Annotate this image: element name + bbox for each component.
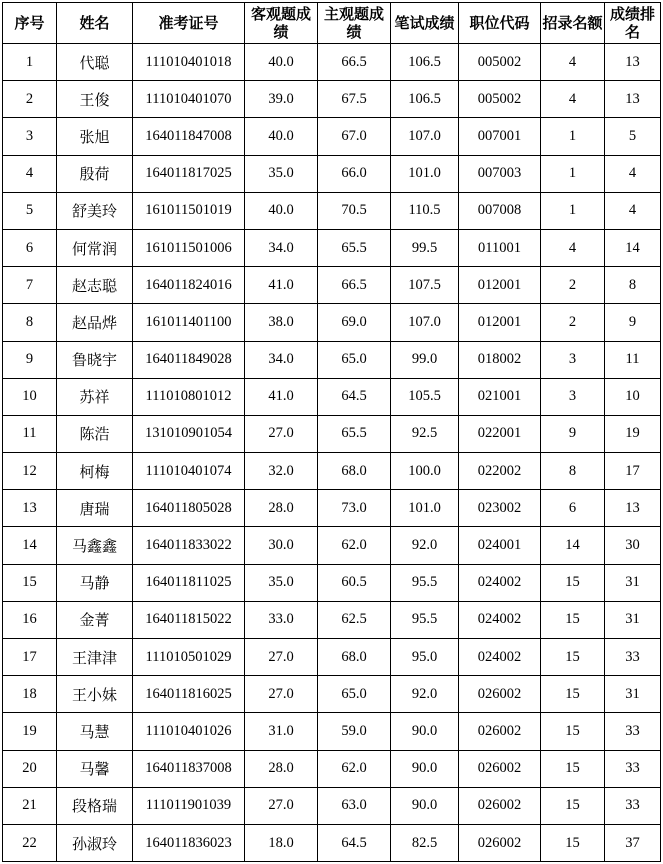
- cell-index: 13: [3, 490, 57, 527]
- cell-objective-score: 35.0: [245, 155, 318, 192]
- cell-written-score: 101.0: [391, 155, 459, 192]
- table-row: [3, 44, 661, 81]
- cell-rank: 4: [605, 192, 661, 229]
- cell-exam-id: 131010901054: [133, 415, 245, 452]
- cell-index: 2: [3, 81, 57, 118]
- cell-written-score: 95.5: [391, 564, 459, 601]
- cell-index: 6: [3, 229, 57, 266]
- cell-position-code: 007001: [459, 118, 541, 155]
- cell-objective-score: 30.0: [245, 527, 318, 564]
- cell-written-score: 95.0: [391, 639, 459, 676]
- cell-subjective-score: 63.0: [318, 787, 391, 824]
- cell-name: 马馨: [57, 750, 133, 787]
- cell-subjective-score: 67.5: [318, 81, 391, 118]
- cell-quota: 15: [541, 601, 605, 638]
- cell-exam-id: 164011815022: [133, 601, 245, 638]
- cell-index: 12: [3, 453, 57, 490]
- table-row: [3, 824, 661, 861]
- cell-written-score: 92.5: [391, 415, 459, 452]
- table-row: [3, 639, 661, 676]
- cell-index: 18: [3, 676, 57, 713]
- table-row: [3, 564, 661, 601]
- cell-quota: 1: [541, 118, 605, 155]
- cell-rank: 31: [605, 564, 661, 601]
- table-row: [3, 453, 661, 490]
- cell-rank: 14: [605, 229, 661, 266]
- cell-name: 段格瑞: [57, 787, 133, 824]
- cell-name: 孙淑玲: [57, 824, 133, 861]
- cell-exam-id: 164011836023: [133, 824, 245, 861]
- cell-rank: 31: [605, 601, 661, 638]
- cell-exam-id: 111010401070: [133, 81, 245, 118]
- cell-written-score: 105.5: [391, 378, 459, 415]
- cell-index: 11: [3, 415, 57, 452]
- cell-exam-id: 111010801012: [133, 378, 245, 415]
- cell-rank: 33: [605, 639, 661, 676]
- cell-position-code: 024002: [459, 564, 541, 601]
- cell-position-code: 005002: [459, 81, 541, 118]
- cell-name: 苏祥: [57, 378, 133, 415]
- table-row: [3, 490, 661, 527]
- cell-index: 1: [3, 44, 57, 81]
- cell-exam-id: 161011501019: [133, 192, 245, 229]
- cell-written-score: 107.0: [391, 304, 459, 341]
- cell-rank: 8: [605, 267, 661, 304]
- cell-subjective-score: 62.0: [318, 750, 391, 787]
- cell-subjective-score: 59.0: [318, 713, 391, 750]
- cell-exam-id: 164011837008: [133, 750, 245, 787]
- cell-index: 20: [3, 750, 57, 787]
- cell-subjective-score: 70.5: [318, 192, 391, 229]
- table-row: [3, 676, 661, 713]
- cell-position-code: 026002: [459, 824, 541, 861]
- cell-written-score: 106.5: [391, 44, 459, 81]
- cell-exam-id: 111010401026: [133, 713, 245, 750]
- cell-objective-score: 40.0: [245, 118, 318, 155]
- cell-index: 7: [3, 267, 57, 304]
- cell-index: 21: [3, 787, 57, 824]
- cell-position-code: 007003: [459, 155, 541, 192]
- cell-name: 金菁: [57, 601, 133, 638]
- cell-position-code: 011001: [459, 229, 541, 266]
- cell-name: 赵品烨: [57, 304, 133, 341]
- cell-exam-id: 164011849028: [133, 341, 245, 378]
- header-index: 序号: [3, 3, 57, 44]
- cell-objective-score: 39.0: [245, 81, 318, 118]
- table-row: [3, 118, 661, 155]
- cell-quota: 15: [541, 713, 605, 750]
- cell-index: 17: [3, 639, 57, 676]
- cell-objective-score: 38.0: [245, 304, 318, 341]
- cell-name: 赵志聪: [57, 267, 133, 304]
- score-table: [2, 2, 661, 862]
- cell-written-score: 90.0: [391, 787, 459, 824]
- cell-subjective-score: 68.0: [318, 453, 391, 490]
- table-row: [3, 267, 661, 304]
- cell-written-score: 101.0: [391, 490, 459, 527]
- cell-subjective-score: 65.5: [318, 415, 391, 452]
- cell-index: 5: [3, 192, 57, 229]
- cell-position-code: 024002: [459, 601, 541, 638]
- cell-name: 唐瑞: [57, 490, 133, 527]
- cell-name: 何常润: [57, 229, 133, 266]
- cell-objective-score: 27.0: [245, 676, 318, 713]
- cell-written-score: 99.5: [391, 229, 459, 266]
- cell-position-code: 026002: [459, 713, 541, 750]
- header-position-code: 职位代码: [459, 3, 541, 44]
- cell-name: 马鑫鑫: [57, 527, 133, 564]
- cell-objective-score: 34.0: [245, 229, 318, 266]
- cell-written-score: 90.0: [391, 713, 459, 750]
- header-row: [3, 3, 661, 44]
- header-quota: 招录名额: [541, 3, 605, 44]
- table-row: [3, 341, 661, 378]
- table-row: [3, 229, 661, 266]
- cell-rank: 11: [605, 341, 661, 378]
- cell-objective-score: 28.0: [245, 490, 318, 527]
- cell-index: 14: [3, 527, 57, 564]
- table-row: [3, 787, 661, 824]
- cell-position-code: 026002: [459, 787, 541, 824]
- cell-name: 马静: [57, 564, 133, 601]
- cell-objective-score: 40.0: [245, 192, 318, 229]
- cell-quota: 8: [541, 453, 605, 490]
- cell-quota: 15: [541, 824, 605, 861]
- cell-exam-id: 164011833022: [133, 527, 245, 564]
- cell-quota: 1: [541, 192, 605, 229]
- cell-position-code: 022001: [459, 415, 541, 452]
- cell-subjective-score: 66.5: [318, 44, 391, 81]
- cell-rank: 17: [605, 453, 661, 490]
- cell-exam-id: 164011847008: [133, 118, 245, 155]
- cell-rank: 30: [605, 527, 661, 564]
- cell-name: 殷荷: [57, 155, 133, 192]
- cell-subjective-score: 69.0: [318, 304, 391, 341]
- cell-quota: 3: [541, 378, 605, 415]
- cell-objective-score: 31.0: [245, 713, 318, 750]
- cell-subjective-score: 66.0: [318, 155, 391, 192]
- cell-written-score: 99.0: [391, 341, 459, 378]
- cell-written-score: 90.0: [391, 750, 459, 787]
- cell-quota: 4: [541, 44, 605, 81]
- cell-name: 王小妹: [57, 676, 133, 713]
- header-written-score: 笔试成绩: [391, 3, 459, 44]
- cell-rank: 9: [605, 304, 661, 341]
- cell-written-score: 106.5: [391, 81, 459, 118]
- cell-subjective-score: 65.0: [318, 676, 391, 713]
- cell-objective-score: 18.0: [245, 824, 318, 861]
- cell-exam-id: 164011811025: [133, 564, 245, 601]
- table-row: [3, 527, 661, 564]
- cell-position-code: 024002: [459, 639, 541, 676]
- cell-written-score: 92.0: [391, 527, 459, 564]
- cell-position-code: 018002: [459, 341, 541, 378]
- cell-exam-id: 164011805028: [133, 490, 245, 527]
- cell-name: 马慧: [57, 713, 133, 750]
- cell-subjective-score: 67.0: [318, 118, 391, 155]
- cell-position-code: 022002: [459, 453, 541, 490]
- cell-objective-score: 32.0: [245, 453, 318, 490]
- cell-index: 10: [3, 378, 57, 415]
- cell-objective-score: 27.0: [245, 639, 318, 676]
- cell-exam-id: 111010401074: [133, 453, 245, 490]
- cell-rank: 37: [605, 824, 661, 861]
- cell-subjective-score: 64.5: [318, 824, 391, 861]
- cell-exam-id: 111011901039: [133, 787, 245, 824]
- header-objective-score: 客观题成绩: [245, 3, 318, 44]
- cell-exam-id: 161011501006: [133, 229, 245, 266]
- cell-exam-id: 111010401018: [133, 44, 245, 81]
- cell-quota: 3: [541, 341, 605, 378]
- cell-quota: 15: [541, 787, 605, 824]
- cell-name: 柯梅: [57, 453, 133, 490]
- cell-subjective-score: 73.0: [318, 490, 391, 527]
- cell-quota: 6: [541, 490, 605, 527]
- cell-objective-score: 33.0: [245, 601, 318, 638]
- cell-index: 9: [3, 341, 57, 378]
- cell-rank: 10: [605, 378, 661, 415]
- cell-rank: 33: [605, 713, 661, 750]
- cell-index: 16: [3, 601, 57, 638]
- cell-objective-score: 27.0: [245, 787, 318, 824]
- cell-position-code: 026002: [459, 676, 541, 713]
- cell-position-code: 012001: [459, 304, 541, 341]
- table-row: [3, 713, 661, 750]
- cell-index: 3: [3, 118, 57, 155]
- cell-position-code: 023002: [459, 490, 541, 527]
- header-subjective-score: 主观题成绩: [318, 3, 391, 44]
- cell-written-score: 107.0: [391, 118, 459, 155]
- table-row: [3, 378, 661, 415]
- cell-rank: 13: [605, 81, 661, 118]
- cell-index: 22: [3, 824, 57, 861]
- cell-subjective-score: 66.5: [318, 267, 391, 304]
- cell-written-score: 82.5: [391, 824, 459, 861]
- header-exam-id: 准考证号: [133, 3, 245, 44]
- cell-position-code: 005002: [459, 44, 541, 81]
- cell-objective-score: 41.0: [245, 267, 318, 304]
- cell-index: 4: [3, 155, 57, 192]
- cell-position-code: 012001: [459, 267, 541, 304]
- cell-name: 张旭: [57, 118, 133, 155]
- cell-quota: 1: [541, 155, 605, 192]
- cell-quota: 15: [541, 750, 605, 787]
- cell-rank: 19: [605, 415, 661, 452]
- cell-quota: 2: [541, 304, 605, 341]
- cell-index: 15: [3, 564, 57, 601]
- cell-exam-id: 164011816025: [133, 676, 245, 713]
- cell-name: 王津津: [57, 639, 133, 676]
- header-name: 姓名: [57, 3, 133, 44]
- cell-rank: 13: [605, 44, 661, 81]
- cell-quota: 14: [541, 527, 605, 564]
- cell-position-code: 021001: [459, 378, 541, 415]
- cell-name: 鲁晓宇: [57, 341, 133, 378]
- header-rank: 成绩排名: [605, 3, 661, 44]
- cell-written-score: 95.5: [391, 601, 459, 638]
- cell-subjective-score: 62.0: [318, 527, 391, 564]
- cell-rank: 5: [605, 118, 661, 155]
- cell-objective-score: 41.0: [245, 378, 318, 415]
- cell-name: 王俊: [57, 81, 133, 118]
- table-body: [3, 44, 661, 862]
- cell-quota: 15: [541, 564, 605, 601]
- table-row: [3, 750, 661, 787]
- cell-subjective-score: 68.0: [318, 639, 391, 676]
- cell-rank: 13: [605, 490, 661, 527]
- cell-name: 陈浩: [57, 415, 133, 452]
- table-row: [3, 192, 661, 229]
- cell-quota: 15: [541, 639, 605, 676]
- cell-exam-id: 111010501029: [133, 639, 245, 676]
- table-row: [3, 601, 661, 638]
- cell-rank: 33: [605, 787, 661, 824]
- cell-written-score: 100.0: [391, 453, 459, 490]
- cell-objective-score: 34.0: [245, 341, 318, 378]
- cell-exam-id: 164011817025: [133, 155, 245, 192]
- cell-name: 代聪: [57, 44, 133, 81]
- cell-quota: 4: [541, 81, 605, 118]
- cell-position-code: 024001: [459, 527, 541, 564]
- cell-subjective-score: 64.5: [318, 378, 391, 415]
- table-row: [3, 155, 661, 192]
- cell-written-score: 92.0: [391, 676, 459, 713]
- cell-position-code: 026002: [459, 750, 541, 787]
- cell-subjective-score: 62.5: [318, 601, 391, 638]
- cell-subjective-score: 65.0: [318, 341, 391, 378]
- cell-quota: 4: [541, 229, 605, 266]
- cell-index: 19: [3, 713, 57, 750]
- cell-position-code: 007008: [459, 192, 541, 229]
- cell-written-score: 110.5: [391, 192, 459, 229]
- cell-rank: 33: [605, 750, 661, 787]
- cell-objective-score: 27.0: [245, 415, 318, 452]
- table-row: [3, 81, 661, 118]
- table-row: [3, 415, 661, 452]
- cell-quota: 9: [541, 415, 605, 452]
- cell-exam-id: 161011401100: [133, 304, 245, 341]
- cell-objective-score: 40.0: [245, 44, 318, 81]
- cell-name: 舒美玲: [57, 192, 133, 229]
- cell-quota: 2: [541, 267, 605, 304]
- table-row: [3, 304, 661, 341]
- cell-objective-score: 35.0: [245, 564, 318, 601]
- cell-rank: 4: [605, 155, 661, 192]
- cell-subjective-score: 65.5: [318, 229, 391, 266]
- cell-quota: 15: [541, 676, 605, 713]
- cell-subjective-score: 60.5: [318, 564, 391, 601]
- cell-exam-id: 164011824016: [133, 267, 245, 304]
- cell-rank: 31: [605, 676, 661, 713]
- cell-written-score: 107.5: [391, 267, 459, 304]
- cell-index: 8: [3, 304, 57, 341]
- cell-objective-score: 28.0: [245, 750, 318, 787]
